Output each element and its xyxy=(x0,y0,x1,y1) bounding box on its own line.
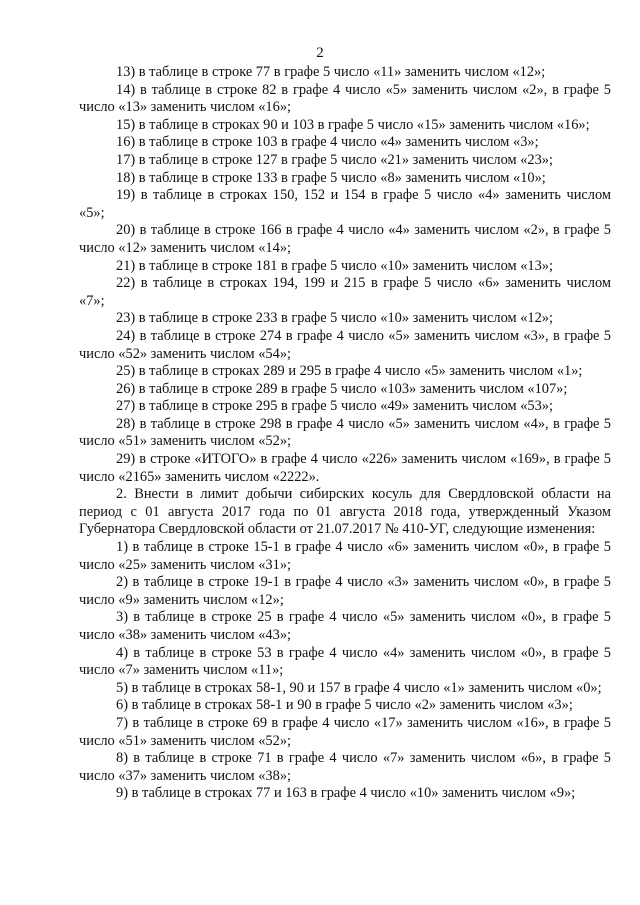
paragraph: 24) в таблице в строке 274 в графе 4 число «5» заменить числом «3», в графе 5 число «52» заменить числом «54»; xyxy=(79,327,611,362)
paragraph: 22) в таблице в строках 194, 199 и 215 в графе 5 число «6» заменить числом «7»; xyxy=(79,275,611,309)
paragraph: 1) в таблице в строке 15-1 в графе 4 число «6» заменить числом «0», в графе 5 число «25» заменить числом «31»; xyxy=(79,539,611,573)
paragraph: 7) в таблице в строке 69 в графе 4 число «17» заменить числом «16», в графе 5 число «51» заменить числом «52»; xyxy=(79,714,611,749)
paragraph: 5) в таблице в строках 58-1, 90 и 157 в графе 4 число «1» заменить числом «0»; xyxy=(116,679,602,696)
paragraph: 28) в таблице в строке 298 в графе 4 число «5» заменить числом «4», в графе 5 число «51» заменить числом «52»; xyxy=(79,415,611,450)
page-number: 2 xyxy=(316,45,324,61)
paragraph: 6) в таблице в строках 58-1 и 90 в графе 5 число «2» заменить числом «3»; xyxy=(116,697,573,714)
paragraph: 21) в таблице в строке 181 в графе 5 число «10» заменить числом «13»; xyxy=(116,257,553,274)
paragraph: 26) в таблице в строке 289 в графе 5 число «103» заменить числом «107»; xyxy=(116,380,568,397)
paragraph: 29) в строке «ИТОГО» в графе 4 число «226» заменить числом «169», в графе 5 число «2165» заменить числом «2222». xyxy=(79,451,611,485)
paragraph: 19) в таблице в строках 150, 152 и 154 в графе 5 число «4» заменить числом «5»; xyxy=(79,187,611,221)
paragraph: 9) в таблице в строках 77 и 163 в графе 4 число «10» заменить числом «9»; xyxy=(116,785,576,802)
paragraph: 27) в таблице в строке 295 в графе 5 число «49» заменить числом «53»; xyxy=(116,398,553,415)
paragraph: 8) в таблице в строке 71 в графе 4 число «7» заменить числом «6», в графе 5 число «37» заменить числом «38»; xyxy=(79,750,611,784)
paragraph: 18) в таблице в строке 133 в графе 5 число «8» заменить числом «10»; xyxy=(116,169,546,186)
paragraph: 20) в таблице в строке 166 в графе 4 число «4» заменить числом «2», в графе 5 число «12» заменить числом «14»; xyxy=(79,222,611,256)
paragraph: 14) в таблице в строке 82 в графе 4 число «5» заменить числом «2», в графе 5 число «13» заменить числом «16»; xyxy=(79,81,611,116)
paragraph: 17) в таблице в строке 127 в графе 5 число «21» заменить числом «23»; xyxy=(116,151,553,168)
paragraph: 13) в таблице в строке 77 в графе 5 число «11» заменить числом «12»; xyxy=(116,64,546,80)
paragraph: 15) в таблице в строках 90 и 103 в графе 5 число «15» заменить числом «16»; xyxy=(116,116,590,133)
document-body xyxy=(79,64,611,803)
paragraph: 23) в таблице в строке 233 в графе 5 число «10» заменить числом «12»; xyxy=(116,310,553,327)
section-paragraph: 2. Внести в лимит добычи сибирских косуль для Свердловской области на период с 01 августа 2017 года по 01 августа 2018 года, утвержденный Указом Губернатора Свердловской области от 21.07.2017 № 410-УГ, следующие изменения: xyxy=(79,486,611,538)
paragraph: 16) в таблице в строке 103 в графе 4 число «4» заменить числом «3»; xyxy=(116,134,539,151)
paragraph: 4) в таблице в строке 53 в графе 4 число «4» заменить числом «0», в графе 5 число «7» заменить числом «11»; xyxy=(79,644,611,679)
paragraph: 2) в таблице в строке 19-1 в графе 4 число «3» заменить числом «0», в графе 5 число «9» заменить числом «12»; xyxy=(79,574,611,608)
paragraph: 3) в таблице в строке 25 в графе 4 число «5» заменить числом «0», в графе 5 число «38» заменить числом «43»; xyxy=(79,609,611,643)
paragraph: 25) в таблице в строках 289 и 295 в графе 4 число «5» заменить числом «1»; xyxy=(116,363,583,380)
